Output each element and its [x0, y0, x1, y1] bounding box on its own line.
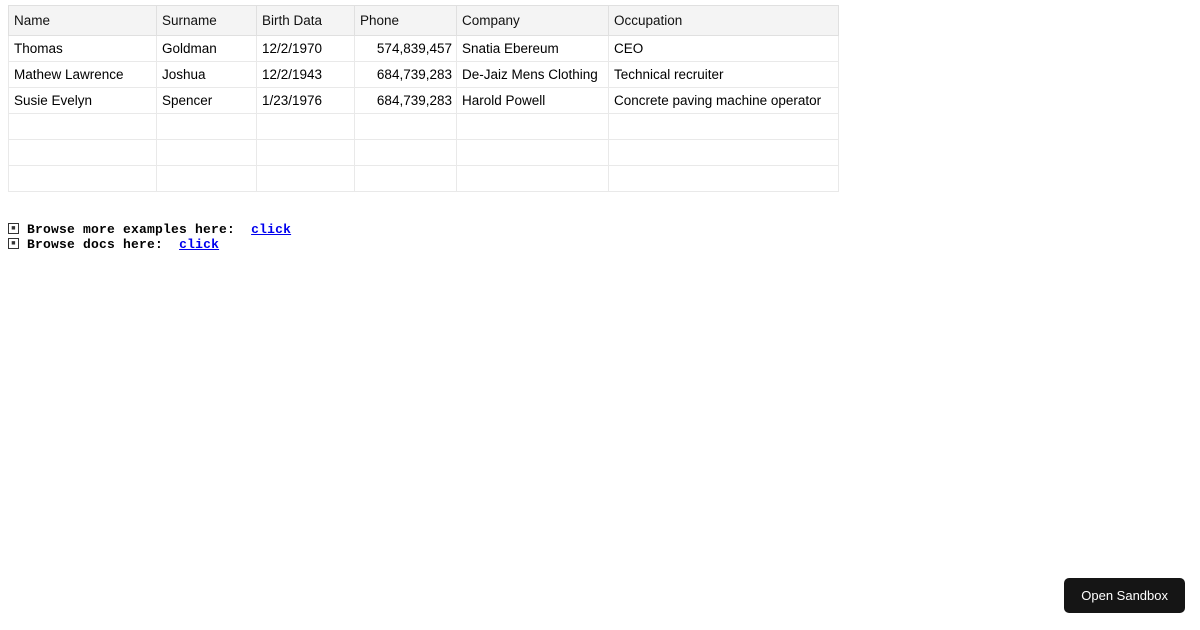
cell-name[interactable]: Susie Evelyn [9, 88, 157, 114]
cell-empty[interactable] [9, 140, 157, 166]
cell-birth[interactable]: 12/2/1943 [257, 62, 355, 88]
column-header-birth-data[interactable]: Birth Data [257, 6, 355, 36]
header-row [9, 6, 839, 36]
table-row[interactable] [9, 36, 839, 62]
data-grid[interactable] [8, 5, 838, 192]
column-header-occupation[interactable]: Occupation [609, 6, 839, 36]
cell-empty[interactable] [157, 166, 257, 192]
cell-surname[interactable]: Spencer [157, 88, 257, 114]
cell-empty[interactable] [355, 166, 457, 192]
table-row-empty[interactable] [9, 140, 839, 166]
cell-empty[interactable] [257, 166, 355, 192]
cell-empty[interactable] [257, 114, 355, 140]
missing-glyph-icon: ■ [8, 223, 19, 234]
cell-birth[interactable]: 1/23/1976 [257, 88, 355, 114]
browse-examples-link[interactable]: click [251, 222, 292, 237]
cell-empty[interactable] [609, 114, 839, 140]
table-header [9, 6, 839, 36]
footer-examples-text: Browse more examples here: [27, 222, 236, 237]
cell-occupation[interactable]: CEO [609, 36, 839, 62]
table-row-empty[interactable] [9, 114, 839, 140]
footer-docs-text: Browse docs here: [27, 237, 164, 252]
cell-empty[interactable] [157, 114, 257, 140]
cell-empty[interactable] [609, 166, 839, 192]
column-header-company[interactable]: Company [457, 6, 609, 36]
cell-company[interactable]: Snatia Ebereum [457, 36, 609, 62]
cell-name[interactable]: Mathew Lawrence [9, 62, 157, 88]
cell-empty[interactable] [9, 166, 157, 192]
footer-links [8, 222, 291, 252]
cell-phone[interactable]: 684,739,283 [355, 62, 457, 88]
cell-occupation[interactable]: Concrete paving machine operator [609, 88, 839, 114]
cell-empty[interactable] [457, 140, 609, 166]
cell-empty[interactable] [157, 140, 257, 166]
footer-line-docs [8, 237, 291, 252]
table-row[interactable] [9, 62, 839, 88]
data-table [8, 5, 839, 192]
cell-empty[interactable] [257, 140, 355, 166]
cell-surname[interactable]: Joshua [157, 62, 257, 88]
browse-docs-link[interactable]: click [179, 237, 220, 252]
cell-company[interactable]: De-Jaiz Mens Clothing [457, 62, 609, 88]
cell-empty[interactable] [457, 114, 609, 140]
cell-name[interactable]: Thomas [9, 36, 157, 62]
cell-phone[interactable]: 684,739,283 [355, 88, 457, 114]
cell-empty[interactable] [355, 140, 457, 166]
cell-empty[interactable] [9, 114, 157, 140]
cell-empty[interactable] [355, 114, 457, 140]
column-header-name[interactable]: Name [9, 6, 157, 36]
cell-occupation[interactable]: Technical recruiter [609, 62, 839, 88]
cell-phone[interactable]: 574,839,457 [355, 36, 457, 62]
table-row[interactable] [9, 88, 839, 114]
table-row-empty[interactable] [9, 166, 839, 192]
column-header-phone[interactable]: Phone [355, 6, 457, 36]
missing-glyph-icon: ■ [8, 238, 19, 249]
table-body [9, 36, 839, 192]
cell-surname[interactable]: Goldman [157, 36, 257, 62]
open-sandbox-button[interactable]: Open Sandbox [1064, 578, 1185, 613]
column-header-surname[interactable]: Surname [157, 6, 257, 36]
cell-empty[interactable] [609, 140, 839, 166]
cell-company[interactable]: Harold Powell [457, 88, 609, 114]
footer-line-examples [8, 222, 291, 237]
cell-birth[interactable]: 12/2/1970 [257, 36, 355, 62]
cell-empty[interactable] [457, 166, 609, 192]
